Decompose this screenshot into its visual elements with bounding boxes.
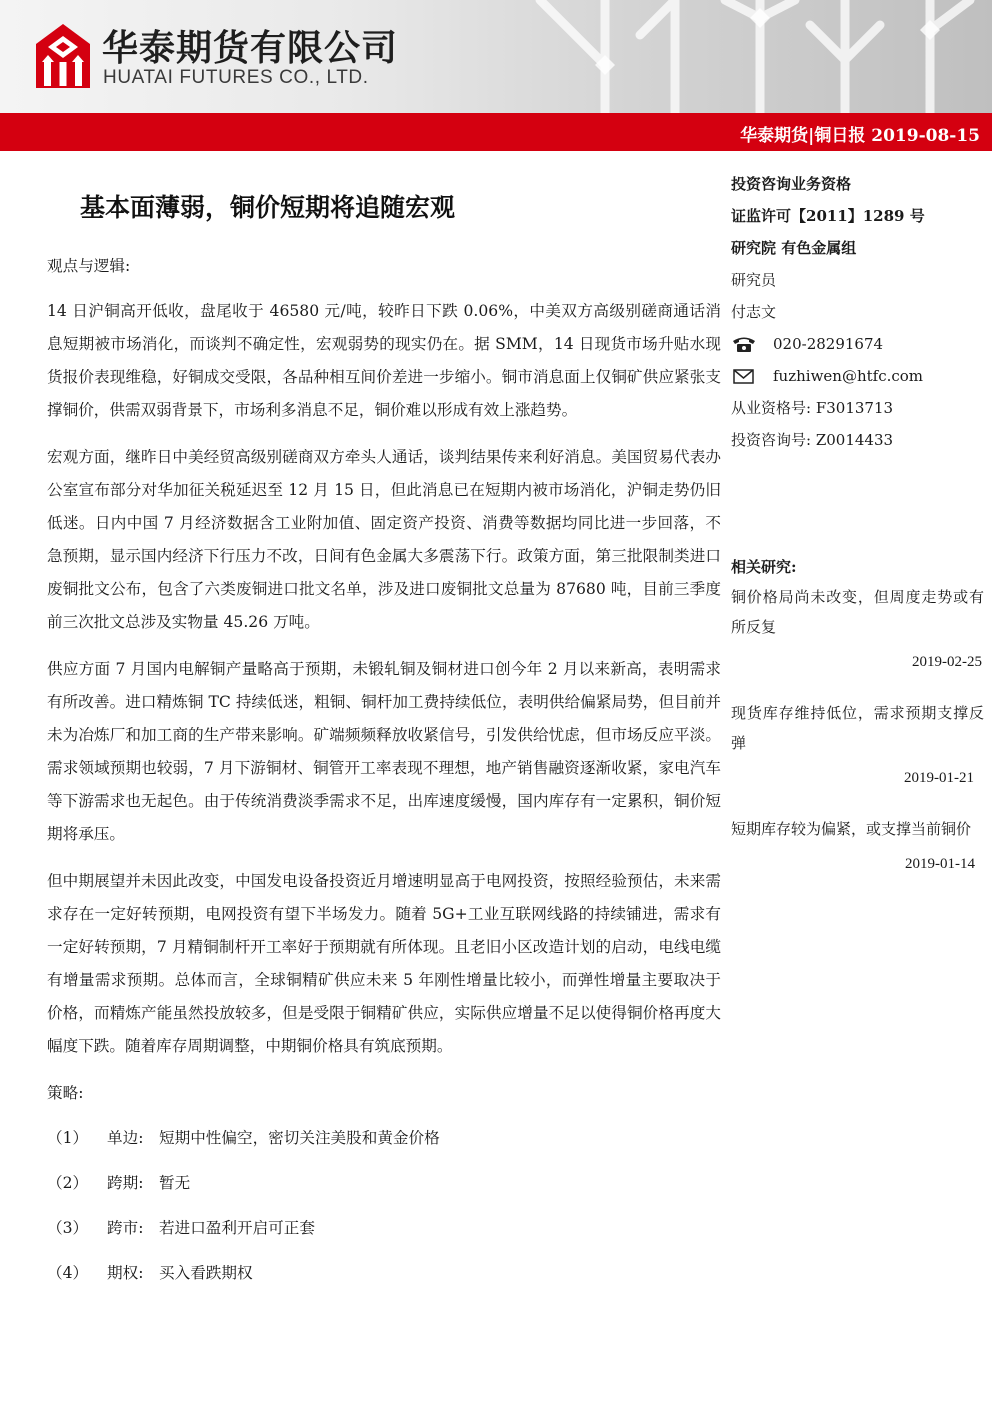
report-banner-text: 华泰期货|铜日报 2019-08-15 [740, 126, 980, 146]
related-research-heading: 相关研究: [731, 558, 797, 576]
strategy-number: （1） [47, 1129, 89, 1147]
strategy-text: 买入看跌期权 [159, 1264, 253, 1282]
strategy-label: 跨期: [107, 1174, 144, 1192]
report-banner [0, 113, 992, 151]
strategy-item [47, 1257, 721, 1290]
strategy-number: （3） [47, 1219, 89, 1237]
strategy-item [47, 1212, 721, 1245]
related-report-title[interactable]: 铜价格局尚未改变，但周度走势或有所反复 [731, 588, 984, 636]
company-name-en: HUATAI FUTURES CO., LTD. [103, 67, 369, 88]
related-report-date: 2019-01-14 [905, 856, 975, 872]
strategy-text: 短期中性偏空，密切关注美股和黄金价格 [159, 1129, 440, 1147]
strategy-label: 单边: [107, 1129, 144, 1147]
phone-row [731, 328, 984, 360]
main-content [47, 250, 721, 1302]
company-name-cn: 华泰期货有限公司 [102, 28, 399, 69]
consultation-number: 投资咨询号: Z0014433 [731, 431, 894, 449]
strategy-number: （2） [47, 1174, 89, 1192]
huatai-logo-icon [34, 22, 92, 90]
phone-icon [731, 335, 757, 353]
page-header [0, 0, 992, 113]
strategy-text: 若进口盈利开启可正套 [159, 1219, 315, 1237]
related-report-date: 2019-02-25 [912, 654, 982, 670]
decorative-lines-graphic [520, 0, 992, 113]
strategy-label: 期权: [107, 1264, 144, 1282]
strategy-text: 暂无 [159, 1174, 191, 1192]
email-row [731, 360, 984, 392]
related-report-date: 2019-01-21 [904, 770, 974, 786]
qualification-label: 投资咨询业务资格 [731, 175, 852, 193]
paragraph: 但中期展望并未因此改变，中国发电设备投资近月增速明显高于电网投资，按照经验预估，未来需求存在一定好转预期，电网投资有望下半场发力。随着 5G+工业互联网线路的持续铺进，需求有一定好转预期，7 月精铜制杆开工率好于预期就有所体现。且老旧小区改造计划的启动，电线电缆有增量需求预期。总体而言，全球铜精矿供应未来 5 年刚性增量比较小，而弹性增量主要取决于价格，而精炼产能虽然投放较多，但是受限于铜精矿供应，实际供应增量不足以使得铜价格再度大幅度下跌。随着库存周期调整，中期铜价格具有筑底预期。 [47, 872, 721, 1055]
related-report-title[interactable]: 现货库存维持低位，需求预期支撑反弹 [731, 704, 984, 752]
analyst-role: 研究员 [731, 271, 777, 289]
section-label-strategy: 策略: [47, 1084, 84, 1102]
phone-number: 020-28291674 [773, 335, 884, 353]
related-report-title[interactable]: 短期库存较为偏紧，或支撑当前铜价 [731, 820, 972, 838]
strategy-number: （4） [47, 1264, 89, 1282]
license-number: 证监许可【2011】1289 号 [731, 207, 925, 225]
paragraph: 供应方面 7 月国内电解铜产量略高于预期，未锻轧铜及铜材进口创今年 2 月以来新高，表明需求有所改善。进口精炼铜 TC 持续低迷，粗铜、铜杆加工费持续低位，表明供给偏紧局势，但目前并未为冶炼厂和加工商的生产带来影响。矿端频频释放收紧信号，引发供给忧虑，但市场反应平淡。需求领域预期也较弱，7 月下游铜材、铜管开工率表现不理想，地产销售融资逐渐收紧，家电汽车等下游需求也无起色。由于传统消费淡季需求不足，出库速度缓慢，国内库存有一定累积，铜价短期将承压。 [47, 660, 721, 843]
email-icon [731, 367, 757, 385]
email-address[interactable]: fuzhiwen@htfc.com [773, 367, 924, 385]
strategy-item [47, 1167, 721, 1200]
strategy-label: 跨市: [107, 1219, 144, 1237]
report-title: 基本面薄弱，铜价短期将追随宏观 [80, 193, 456, 222]
section-label-viewpoint: 观点与逻辑: [47, 257, 131, 275]
strategy-item [47, 1122, 721, 1155]
paragraph: 宏观方面，继昨日中美经贸高级别磋商双方牵头人通话，谈判结果传来利好消息。美国贸易代表办公室宣布部分对华加征关税延迟至 12 月 15 日，但此消息已在短期内被市场消化，沪铜走势仍旧低迷。日内中国 7 月经济数据含工业附加值、固定资产投资、消费等数据均同比进一步回落，不急预期，显示国内经济下行压力不改，日间有色金属大多震荡下行。政策方面，第三批限制类进口废铜批文公布，包含了六类废铜进口批文名单，涉及进口废铜批文总量为 87680 吨，目前三季度前三次批文总涉及实物量 45.26 万吨。 [47, 448, 721, 631]
department: 研究院 有色金属组 [731, 239, 857, 257]
analyst-name: 付志文 [731, 303, 777, 321]
certification-number: 从业资格号: F3013713 [731, 399, 894, 417]
sidebar [731, 168, 984, 900]
paragraph: 14 日沪铜高开低收，盘尾收于 46580 元/吨，较昨日下跌 0.06%，中美双方高级别磋商通话消息短期被市场消化，而谈判不确定性，宏观弱势的现实仍在。据 SMM，14 日现货市场升贴水现货报价表现维稳，好铜成交受限，各品种相互间价差进一步缩小。铜市消息面上仅铜矿供应紧张支撑铜价，供需双弱背景下，市场利多消息不足，铜价难以形成有效上涨趋势。 [47, 302, 721, 419]
